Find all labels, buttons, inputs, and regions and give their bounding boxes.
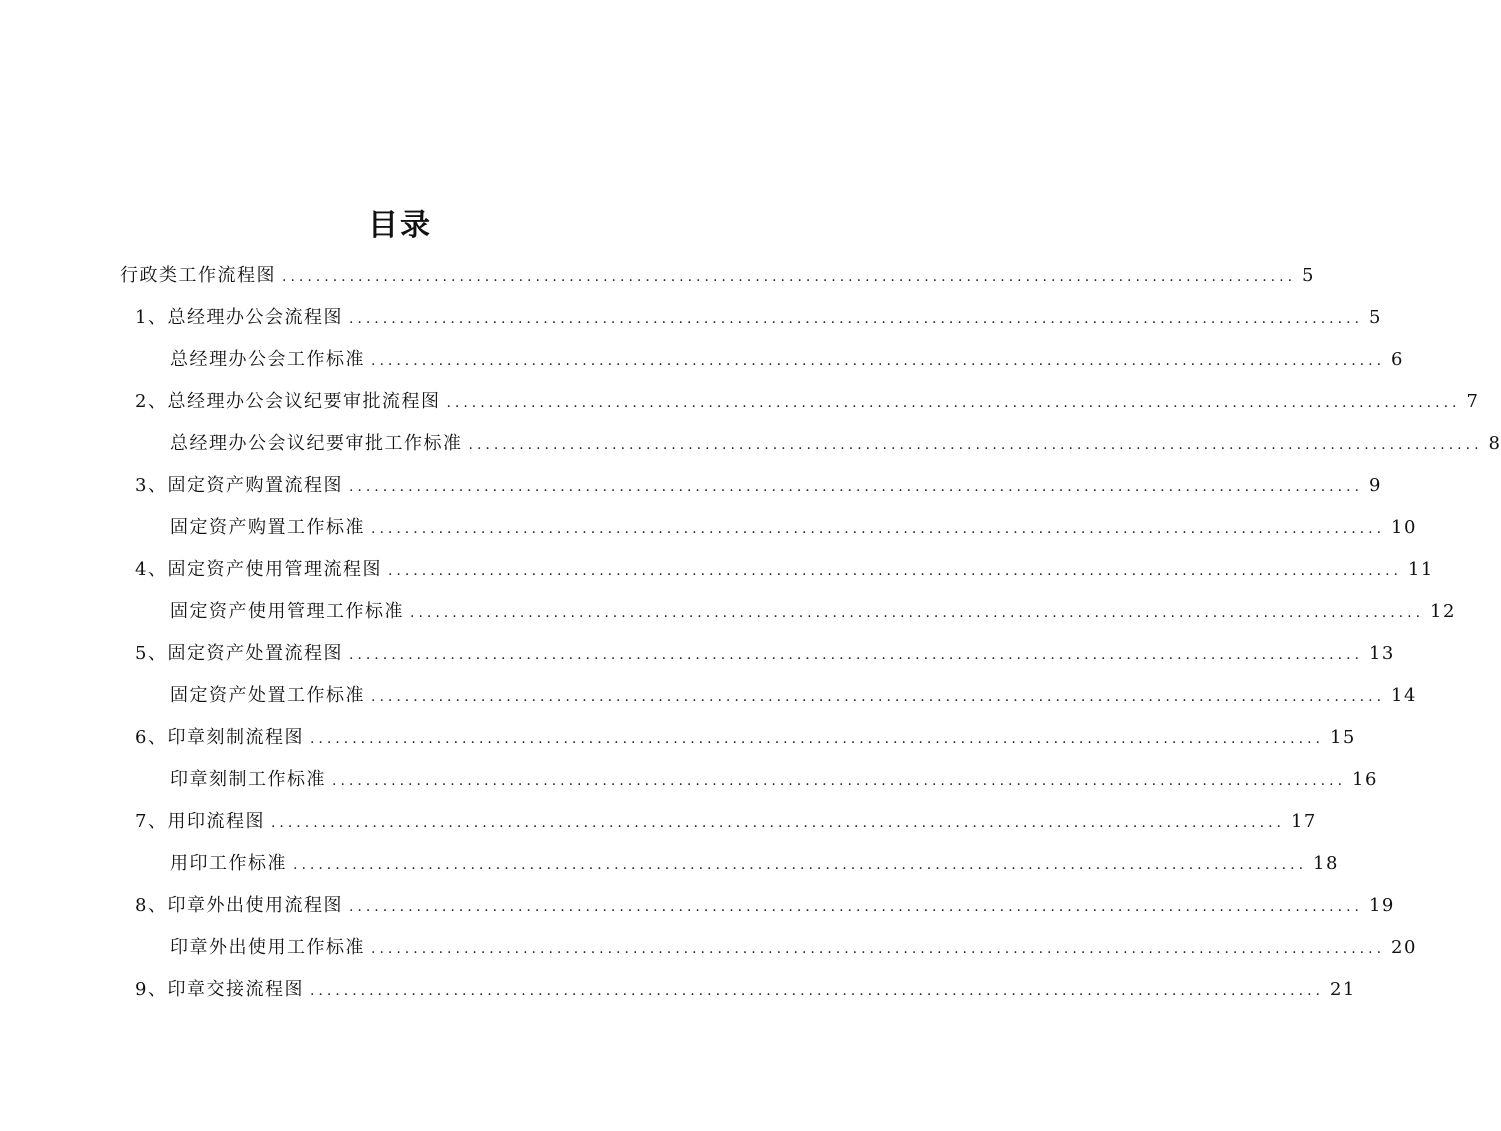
toc-entry-label: 总经理办公会工作标准 <box>170 349 365 370</box>
toc-dot-leader: ........................................................................................................................ <box>348 899 1363 915</box>
toc-entry-page-number: 19 <box>1368 895 1395 916</box>
toc-entry-label: 印章交接流程图 <box>167 979 304 1000</box>
toc-entry-label: 固定资产购置流程图 <box>167 475 343 496</box>
toc-entry-label: 行政类工作流程图 <box>120 265 276 286</box>
toc-entry[interactable] <box>135 888 1395 924</box>
toc-entry-page-number: 5 <box>1302 265 1315 286</box>
toc-entry-page-number: 21 <box>1329 979 1356 1000</box>
toc-dot-leader: ........................................................................................................................ <box>309 983 1324 999</box>
toc-title: 目录 <box>368 208 432 243</box>
toc-dot-leader: ........................................................................................................................ <box>371 521 1386 537</box>
toc-dot-leader: ........................................................................................................................ <box>371 689 1386 705</box>
toc-dot-leader: ........................................................................................................................ <box>371 941 1386 957</box>
toc-entry-number: 2、 <box>135 391 168 412</box>
toc-entry-page-number: 8 <box>1488 433 1501 454</box>
toc-entry-label: 印章刻制工作标准 <box>170 769 326 790</box>
toc-entry[interactable] <box>170 846 1339 882</box>
toc-entry-page-number: 14 <box>1391 685 1417 706</box>
toc-entry[interactable] <box>135 636 1395 672</box>
toc-entry-label: 印章外出使用工作标准 <box>170 937 365 958</box>
toc-entry[interactable] <box>170 426 1501 462</box>
toc-entry-page-number: 13 <box>1368 643 1395 664</box>
toc-entry-page-number: 16 <box>1352 769 1378 790</box>
toc-entry-page-number: 6 <box>1391 349 1404 370</box>
toc-entry[interactable] <box>135 972 1356 1008</box>
toc-entry-number: 6、 <box>135 727 168 748</box>
toc-entry-label: 固定资产处置流程图 <box>167 643 343 664</box>
toc-entry-number: 9、 <box>135 979 168 1000</box>
toc-entry-number: 5、 <box>135 643 168 664</box>
toc-entry-label: 用印工作标准 <box>170 853 287 874</box>
toc-entry-number: 8、 <box>135 895 168 916</box>
toc-dot-leader: ........................................................................................................................ <box>270 815 1285 831</box>
toc-entry-label: 印章刻制流程图 <box>167 727 304 748</box>
toc-entry-label: 固定资产购置工作标准 <box>170 517 365 538</box>
toc-entry[interactable] <box>170 678 1417 714</box>
toc-entry-page-number: 18 <box>1313 853 1339 874</box>
toc-entry-number: 3、 <box>135 475 168 496</box>
toc-dot-leader: ........................................................................................................................ <box>468 437 1483 453</box>
toc-dot-leader: ........................................................................................................................ <box>410 605 1425 621</box>
toc-entry[interactable] <box>135 384 1480 420</box>
toc-entry-label: 用印流程图 <box>167 811 265 832</box>
toc-dot-leader: ........................................................................................................................ <box>348 479 1363 495</box>
toc-entry[interactable] <box>170 930 1417 966</box>
toc-dot-leader: ........................................................................................................................ <box>332 773 1347 789</box>
toc-dot-leader: ........................................................................................................................ <box>348 311 1363 327</box>
toc-entry-page-number: 7 <box>1466 391 1480 412</box>
toc-entry[interactable] <box>135 300 1382 336</box>
toc-dot-leader: ........................................................................................................................ <box>348 647 1363 663</box>
toc-entry[interactable] <box>135 720 1356 756</box>
toc-entry-label: 总经理办公会流程图 <box>167 307 343 328</box>
toc-entry-page-number: 15 <box>1329 727 1356 748</box>
toc-entry-number: 7、 <box>135 811 168 832</box>
toc-entry-page-number: 17 <box>1290 811 1317 832</box>
toc-entry-page-number: 12 <box>1430 601 1456 622</box>
toc-entry[interactable] <box>170 510 1417 546</box>
toc-entry-label: 总经理办公会议纪要审批工作标准 <box>170 433 463 454</box>
toc-entry-label: 固定资产处置工作标准 <box>170 685 365 706</box>
toc-dot-leader: ........................................................................................................................ <box>446 395 1461 411</box>
toc-entry[interactable] <box>170 594 1456 630</box>
toc-entry[interactable] <box>170 342 1404 378</box>
toc-entry-label: 总经理办公会议纪要审批流程图 <box>167 391 441 412</box>
toc-entry-page-number: 10 <box>1391 517 1417 538</box>
toc-entry-page-number: 20 <box>1391 937 1417 958</box>
toc-entry-page-number: 11 <box>1407 559 1434 580</box>
toc-entry-number: 4、 <box>135 559 168 580</box>
toc-entry-label: 固定资产使用管理流程图 <box>167 559 382 580</box>
toc-entry[interactable] <box>135 552 1434 588</box>
toc-entry-page-number: 5 <box>1368 307 1382 328</box>
toc-entry-label: 固定资产使用管理工作标准 <box>170 601 404 622</box>
toc-dot-leader: ........................................................................................................................ <box>371 353 1386 369</box>
toc-entry[interactable] <box>135 804 1317 840</box>
toc-entry[interactable] <box>120 258 1315 294</box>
toc-dot-leader: ........................................................................................................................ <box>387 563 1402 579</box>
toc-dot-leader: ........................................................................................................................ <box>309 731 1324 747</box>
toc-entry-number: 1、 <box>135 307 168 328</box>
toc-entry-page-number: 9 <box>1368 475 1382 496</box>
toc-dot-leader: ........................................................................................................................ <box>293 857 1308 873</box>
toc-dot-leader: ........................................................................................................................ <box>282 269 1297 285</box>
toc-entry[interactable] <box>135 468 1382 504</box>
toc-entry[interactable] <box>170 762 1378 798</box>
toc-entry-label: 印章外出使用流程图 <box>167 895 343 916</box>
